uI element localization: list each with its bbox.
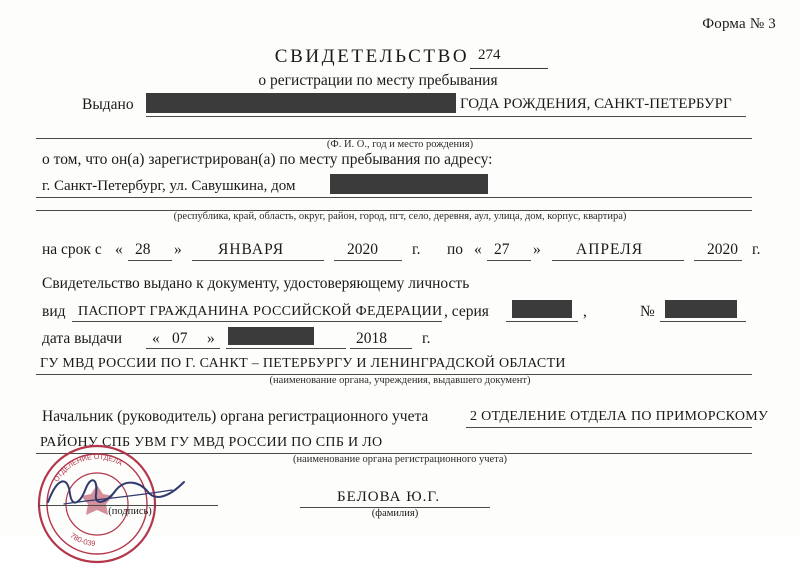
- term-g-from: г.: [412, 241, 421, 258]
- identity-type-underline: [72, 321, 442, 322]
- term-quote-open-to: «: [474, 241, 482, 258]
- term-to-label: по: [447, 241, 464, 258]
- identity-number-label: №: [640, 303, 655, 320]
- address-value: г. Санкт-Петербург, ул. Савушкина, дом: [42, 178, 296, 194]
- term-year-to: 2020: [707, 241, 738, 258]
- chief-org-line1: 2 ОТДЕЛЕНИЕ ОТДЕЛА ПО ПРИМОРСКОМУ: [470, 409, 769, 424]
- page-subtitle: о регистрации по месту пребывания: [258, 72, 498, 89]
- term-quote-close-from: »: [174, 241, 182, 258]
- caption-address: (республика, край, область, округ, район, город, пгт, село, деревня, аул, улица, дом, корпус, квартира): [173, 211, 627, 222]
- page-title: СВИДЕТЕЛЬСТВО: [274, 46, 470, 67]
- identity-header: Свидетельство выдано к документу, удостоверяющему личность: [42, 275, 470, 292]
- term-day-from-underline: [128, 260, 172, 261]
- identity-series-label: , серия: [444, 303, 489, 320]
- term-month-to-underline: [552, 260, 684, 261]
- caption-authority: (наименование органа, учреждения, выдавшего документ): [269, 375, 531, 386]
- term-day-to: 27: [494, 241, 510, 258]
- term-month-from: ЯНВАРЯ: [218, 241, 285, 258]
- term-year-from: 2020: [347, 241, 378, 258]
- redaction-month: [228, 327, 314, 345]
- identity-date-year: 2018: [356, 330, 387, 347]
- identity-number-underline: [660, 321, 746, 322]
- identity-date-quote-close: »: [207, 330, 215, 347]
- identity-authority: ГУ МВД РОССИИ ПО Г. САНКТ – ПЕТЕРБУРГУ И ЛЕНИНГРАДСКОЙ ОБЛАСТИ: [40, 356, 566, 371]
- caption-signature: (подпись): [108, 506, 152, 517]
- issued-to-value: ГОДА РОЖДЕНИЯ, САНКТ-ПЕТЕРБУРГ: [460, 96, 732, 112]
- svg-text:780-039: 780-039: [68, 530, 96, 549]
- issued-to-underline: [146, 116, 746, 117]
- form-number: Форма № 3: [702, 16, 776, 32]
- identity-type-label: вид: [42, 303, 66, 320]
- term-month-from-underline: [192, 260, 324, 261]
- identity-date-year-underline: [350, 348, 412, 349]
- term-year-to-underline: [694, 260, 742, 261]
- term-year-from-underline: [334, 260, 402, 261]
- identity-date-day: 07: [172, 330, 188, 347]
- identity-date-g: г.: [422, 330, 431, 347]
- official-family-name: БЕЛОВА Ю.Г.: [337, 489, 441, 505]
- caption-org: (наименование органа регистрационного учета): [292, 454, 508, 465]
- svg-text:ОТДЕЛЕНИЕ ОТДЕЛА: ОТДЕЛЕНИЕ ОТДЕЛА: [53, 453, 124, 484]
- certificate-number: 274: [478, 47, 501, 63]
- term-quote-open-from: «: [115, 241, 123, 258]
- identity-type-value: ПАСПОРТ ГРАЖДАНИНА РОССИЙСКОЙ ФЕДЕРАЦИИ: [78, 304, 443, 319]
- title-block: [0, 46, 800, 68]
- term-day-from: 28: [135, 241, 151, 258]
- identity-series-underline: [506, 321, 578, 322]
- subtitle-block: [0, 72, 800, 90]
- caption-family: (фамилия): [371, 508, 419, 519]
- identity-series-comma: ,: [583, 303, 587, 320]
- chief-org-line1-underline: [466, 427, 752, 428]
- registration-statement: о том, что он(а) зарегистрирован(а) по месту пребывания по адресу:: [42, 151, 493, 168]
- caption-fio: (Ф. И. О., год и место рождения): [326, 139, 474, 150]
- identity-date-quote-open: «: [152, 330, 160, 347]
- issued-to-label: Выдано: [82, 96, 134, 113]
- chief-org-line2: РАЙОНУ СПБ УВМ ГУ МВД РОССИИ ПО СПБ И ЛО: [40, 435, 383, 450]
- address-underline: [36, 197, 752, 198]
- term-day-to-underline: [487, 260, 531, 261]
- term-quote-close-to: »: [533, 241, 541, 258]
- identity-date-day-underline: [146, 348, 220, 349]
- identity-date-month-underline: [226, 348, 346, 349]
- term-prefix: на срок с: [42, 241, 102, 258]
- certificate-number-underline: [470, 68, 548, 69]
- redaction-address: [330, 174, 488, 194]
- identity-date-label: дата выдачи: [42, 330, 123, 347]
- chief-label: Начальник (руководитель) органа регистрационного учета: [42, 408, 429, 425]
- term-g-to: г.: [752, 241, 761, 258]
- redaction-number: [665, 300, 737, 318]
- redaction-series: [512, 300, 572, 318]
- redaction-name: [146, 93, 456, 113]
- term-month-to: АПРЕЛЯ: [576, 241, 644, 258]
